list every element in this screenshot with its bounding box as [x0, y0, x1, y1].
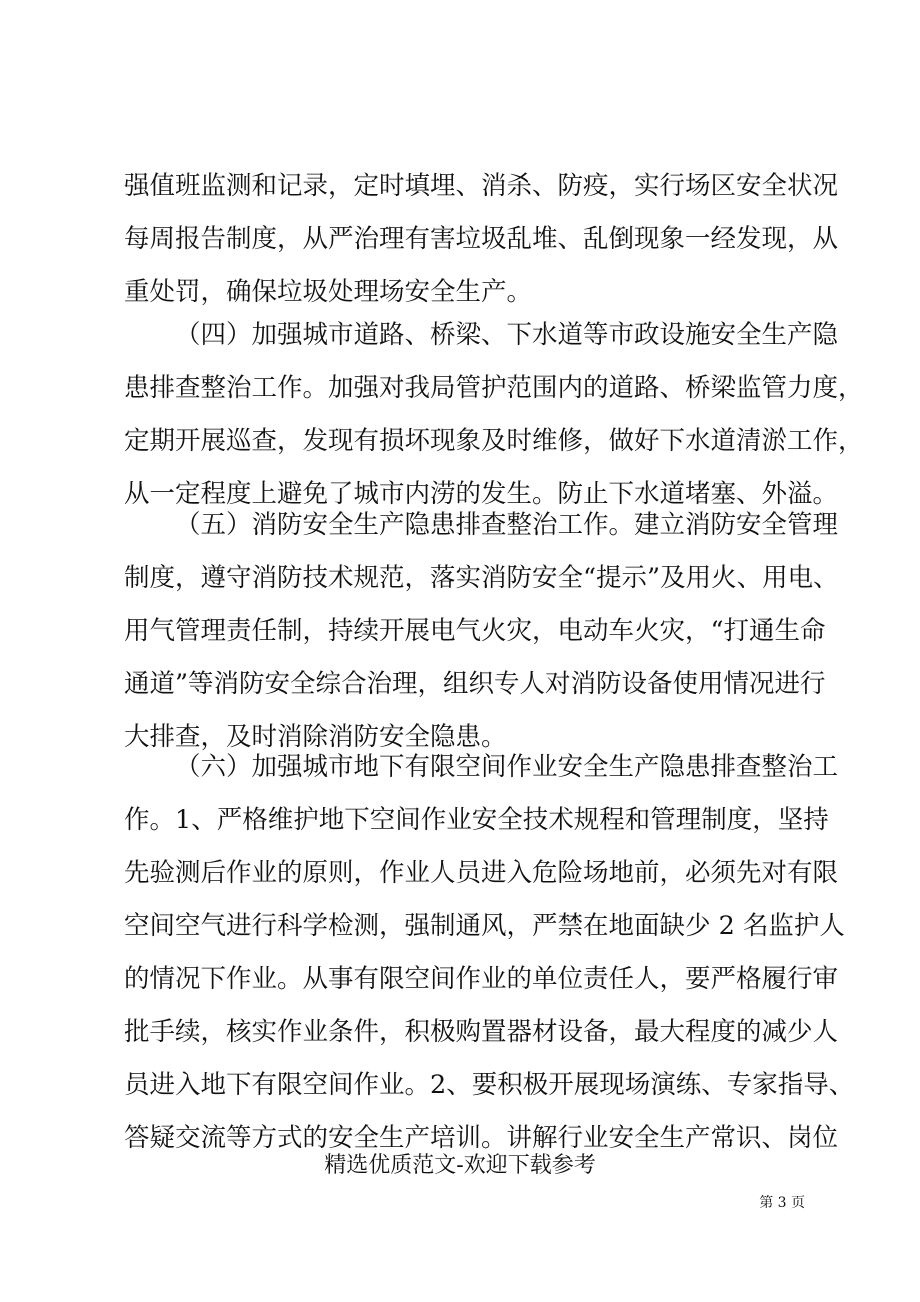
text-line: 员进入地下有限空间作业。2、要积极开展现场演练、专家指导、	[124, 1070, 855, 1100]
text-line: 患排查整治工作。加强对我局管护范围内的道路、桥梁监管力度，	[124, 373, 864, 403]
paragraph-section-5	[124, 499, 839, 764]
text-line: （六）加强城市地下有限空间作业安全生产隐患排查整治工	[175, 752, 839, 782]
text-line: 强值班监测和记录，定时填埋、消杀、防疫，实行场区安全状况	[124, 171, 839, 201]
text-line: 每周报告制度，从严治理有害垃圾乱堆、乱倒现象一经发现，从	[124, 224, 839, 254]
text-line: 重处罚，确保垃圾处理场安全生产。	[124, 277, 533, 307]
text-line: （五）消防安全生产隐患排查整治工作。建立消防安全管理	[175, 510, 839, 540]
paragraph-section-4	[124, 309, 864, 521]
text-line: 答疑交流等方式的安全生产培训。讲解行业安全生产常识、岗位	[124, 1123, 839, 1153]
text-line: 先验测后作业的原则，作业人员进入危险场地前，必须先对有限	[124, 858, 839, 888]
text-line: （四）加强城市道路、桥梁、下水道等市政设施安全生产隐	[175, 320, 839, 350]
text-line: 大排查，及时消除消防安全隐患。	[124, 722, 507, 752]
text-line: 空间空气进行科学检测，强制通风，严禁在地面缺少 2 名监护人	[124, 911, 845, 941]
text-line: 批手续，核实作业条件，积极购置器材设备，最大程度的减少人	[124, 1017, 839, 1047]
paragraph-section-6	[124, 741, 855, 1165]
text-line: 的情况下作业。从事有限空间作业的单位责任人，要严格履行审	[124, 964, 839, 994]
text-line: 制度，遵守消防技术规范，落实消防安全“提示”及用火、用电、	[124, 563, 839, 593]
text-line: 作。1、严格维护地下空间作业安全技术规程和管理制度，坚持	[124, 805, 829, 835]
text-line: 用气管理责任制，持续开展电气火灾，电动车火灾，“打通生命	[124, 616, 826, 646]
footer-title: 精选优质范文-欢迎下载参考	[324, 1153, 596, 1178]
page-number: 第 3 页	[759, 1195, 805, 1211]
text-line: 从一定程度上避免了城市内涝的发生。防止下水道堵塞、外溢。	[124, 479, 839, 509]
text-line: 定期开展巡查，发现有损坏现象及时维修，做好下水道清淤工作，	[124, 426, 864, 456]
text-line: 通道”等消防安全综合治理，组织专人对消防设备使用情况进行	[124, 669, 826, 699]
paragraph-continuation	[124, 160, 839, 319]
